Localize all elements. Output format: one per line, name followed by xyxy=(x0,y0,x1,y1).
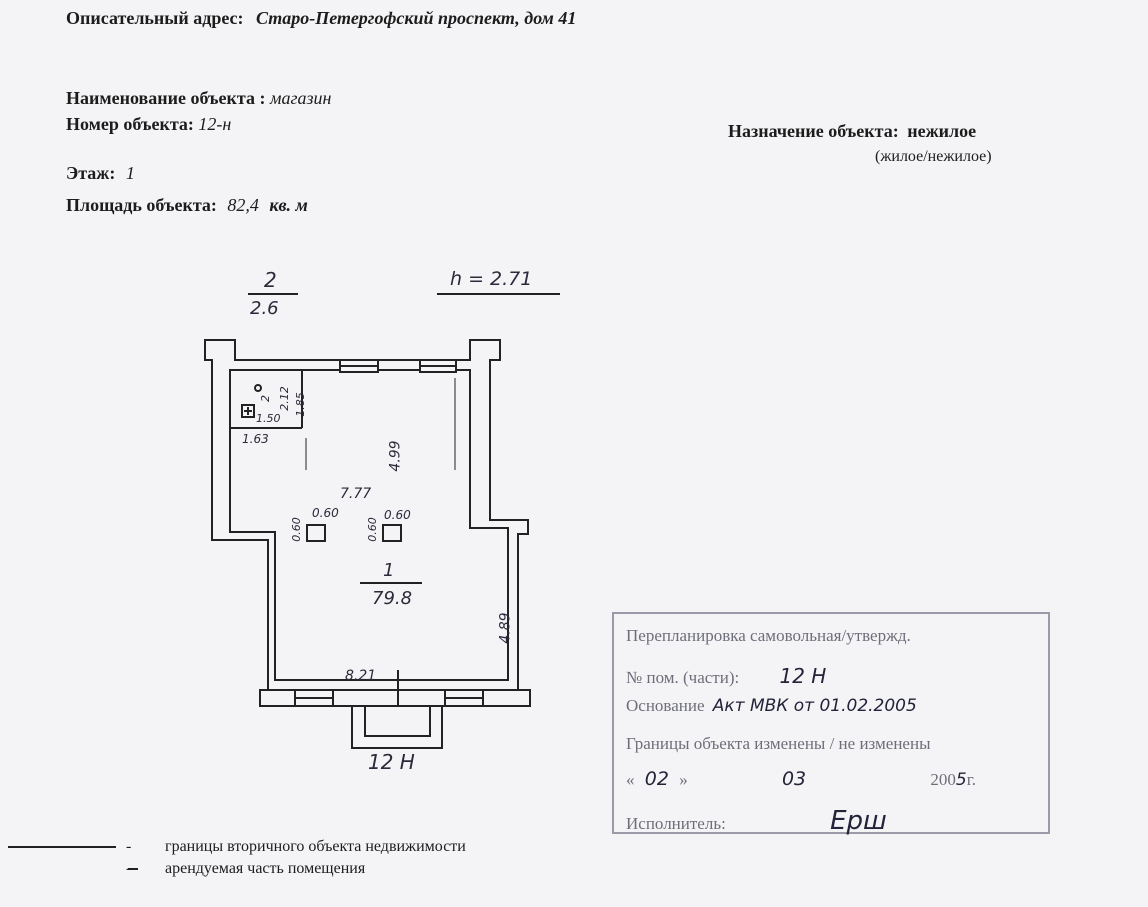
area-unit: кв. м xyxy=(269,195,308,215)
stamp-bounds: Границы объекта изменены / не изменены xyxy=(626,734,931,753)
dim-7-77: 7.77 xyxy=(340,486,372,502)
dim-1-63: 1.63 xyxy=(242,432,269,446)
executor-signature: Ерш xyxy=(830,806,887,836)
dim-4-99: 4.99 xyxy=(387,440,404,472)
floor-label: Этаж: xyxy=(66,163,116,183)
floor-value: 1 xyxy=(125,163,135,183)
stamp-room-label: № пом. (части): xyxy=(626,668,740,687)
dim-8-21: 8.21 xyxy=(345,668,377,684)
dim-4-89: 4.89 xyxy=(497,612,514,644)
stamp-year-prefix: 200 xyxy=(930,770,956,789)
dim-2-12: 2.12 xyxy=(277,386,291,411)
stamp-date-open: « xyxy=(626,770,635,789)
stamp-basis-row xyxy=(626,696,917,716)
stamp-room-value: 12 Н xyxy=(779,664,827,688)
stamp-date-row xyxy=(626,768,1040,790)
ceiling-height: h = 2.71 xyxy=(450,268,533,290)
legend-dash-2: - xyxy=(126,860,132,877)
small-room-number: 2 xyxy=(259,395,272,402)
redevelopment-stamp xyxy=(612,612,1050,834)
col-a-height: 0.60 xyxy=(289,517,303,542)
stamp-basis-value: Акт МВК от 01.02.2005 xyxy=(712,696,917,716)
name-label: Наименование объекта : xyxy=(66,88,266,108)
col-a-width: 0.60 xyxy=(312,506,339,520)
legend-boundary-line xyxy=(8,846,116,848)
col-b-width: 0.60 xyxy=(384,508,411,522)
address-value: Старо-Петергофский проспект, дом 41 xyxy=(256,8,577,28)
small-room-area: 1.50 xyxy=(256,412,281,425)
legend-dash-1: - xyxy=(126,838,132,855)
stamp-executor-row xyxy=(626,806,887,836)
number-label: Номер объекта: xyxy=(66,114,194,134)
stamp-title: Перепланировка самовольная/утвержд. xyxy=(626,626,911,645)
legend-item-boundaries: границы вторичного объекта недвижимости xyxy=(165,838,466,855)
stamp-date-month: 03 xyxy=(781,768,807,790)
stamp-date-close: » xyxy=(679,770,688,789)
number-value: 12-н xyxy=(198,114,232,134)
unit-label: 12 Н xyxy=(368,750,415,774)
dim-1-85: 1.85 xyxy=(293,392,307,417)
purpose-hint: (жилое/нежилое) xyxy=(875,148,992,165)
col-b-height: 0.60 xyxy=(365,517,379,542)
purpose-value: нежилое xyxy=(907,121,977,141)
room-number: 1 xyxy=(383,560,395,581)
floor-number: 2 xyxy=(264,268,277,292)
stamp-room-row xyxy=(626,664,826,688)
address-label: Описательный адрес: xyxy=(66,8,244,28)
floor-height: 2.6 xyxy=(250,298,279,319)
stamp-year-unit: г. xyxy=(966,770,977,789)
purpose-label: Назначение объекта: xyxy=(728,121,899,141)
name-value: магазин xyxy=(269,88,332,108)
area-label: Площадь объекта: xyxy=(66,195,217,215)
stamp-year-suffix: 5 xyxy=(955,770,967,790)
stamp-basis-label: Основание xyxy=(626,696,705,715)
stamp-executor-label: Исполнитель: xyxy=(626,814,726,833)
legend-item-rented: арендуемая часть помещения xyxy=(165,860,366,877)
room-area: 79.8 xyxy=(372,588,413,609)
stamp-date-day: 02 xyxy=(644,768,669,790)
area-value: 82,4 xyxy=(227,195,259,215)
